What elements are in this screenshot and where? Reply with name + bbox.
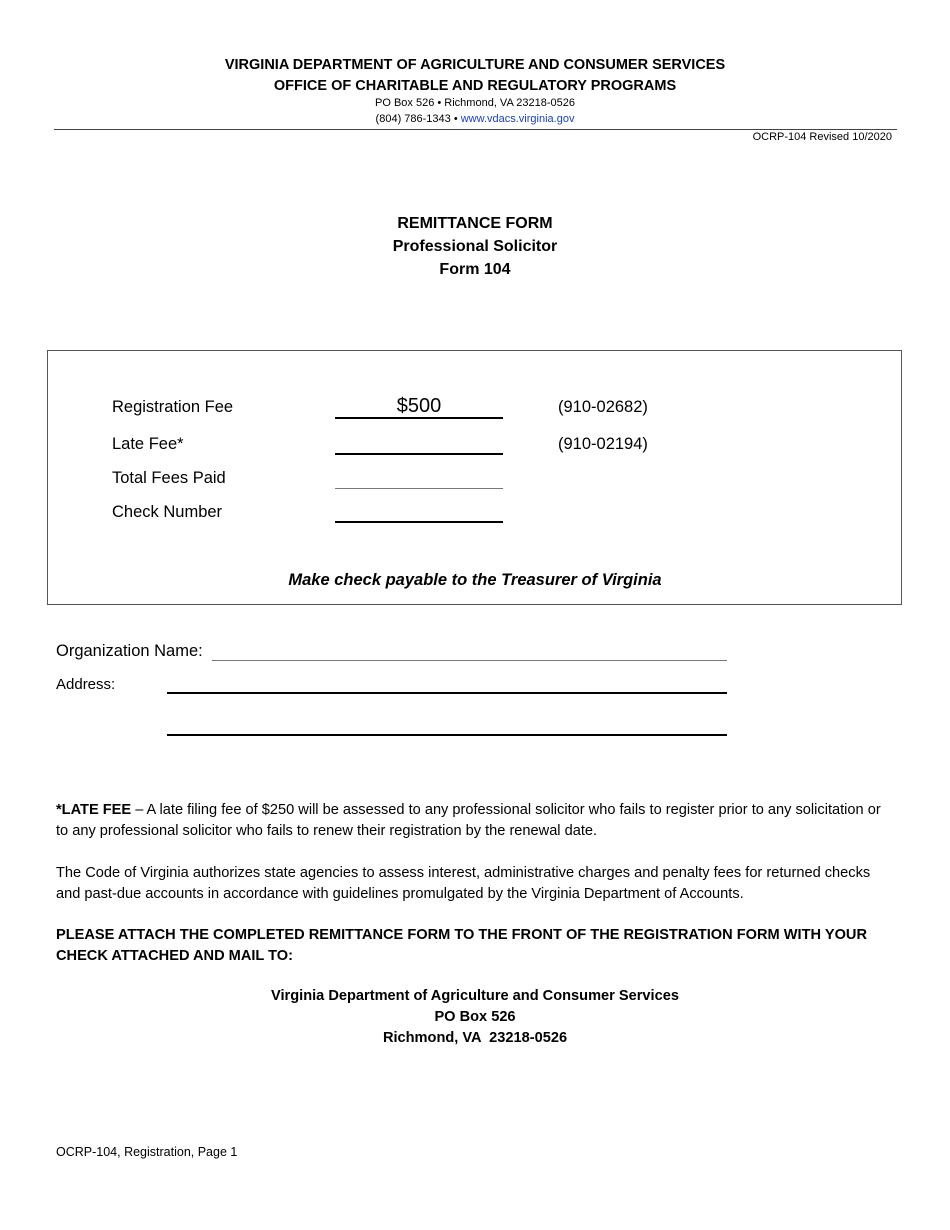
organization-name-label: Organization Name: <box>56 642 203 660</box>
form-subtitle: Professional Solicitor <box>392 238 558 255</box>
code-of-virginia-note: The Code of Virginia authorizes state agencies to assess interest, administrative charges and penalty fees for returned checks and past-due accounts in accordance with guidelines promulgated by the Virginia Department of Accounts. <box>56 865 871 902</box>
agency-phone: (804) 786-1343 • <box>375 113 461 125</box>
registration-fee-value: $500 <box>396 395 442 417</box>
late-fee-field[interactable] <box>335 453 503 455</box>
mailing-agency: Virginia Department of Agriculture and Consumer Services <box>271 988 679 1004</box>
registration-fee-label: Registration Fee <box>112 398 234 416</box>
late-fee-heading: *LATE FEE <box>56 802 132 818</box>
revision-label: OCRP-104 Revised 10/2020 <box>752 131 892 143</box>
address-field-line1[interactable] <box>167 692 727 694</box>
check-number-label: Check Number <box>112 503 223 521</box>
organization-name-field[interactable] <box>212 660 727 661</box>
total-fees-label: Total Fees Paid <box>112 469 226 487</box>
mailing-po-box: PO Box 526 <box>434 1009 516 1025</box>
page-footer: OCRP-104, Registration, Page 1 <box>56 1145 238 1159</box>
late-fee-text: – A late filing fee of $250 will be assessed to any professional solicitor who fails to register prior to any solicitation or to any professional solicitor who fails to renew their registration by the renewal date. <box>56 802 881 839</box>
check-number-field[interactable] <box>335 521 503 523</box>
mailing-city: Richmond, VA 23218-0526 <box>382 1030 568 1046</box>
address-label: Address: <box>56 676 116 693</box>
late-fee-label: Late Fee* <box>112 435 184 453</box>
agency-name: VIRGINIA DEPARTMENT OF AGRICULTURE AND CONSUMER SERVICES <box>224 57 726 73</box>
registration-fee-code: (910-02682) <box>558 398 648 416</box>
agency-contact <box>0 113 950 125</box>
address-field-line2[interactable] <box>167 734 727 736</box>
header-divider <box>54 129 897 130</box>
total-fees-field[interactable] <box>335 488 503 489</box>
agency-address: PO Box 526 • Richmond, VA 23218-0526 <box>375 97 575 109</box>
payable-note: Make check payable to the Treasurer of Virginia <box>288 571 662 589</box>
late-fee-note <box>56 800 896 842</box>
form-number: Form 104 <box>439 261 511 278</box>
agency-website-link[interactable]: www.vdacs.virginia.gov <box>460 113 575 125</box>
form-title: REMITTANCE FORM <box>397 215 553 232</box>
late-fee-code: (910-02194) <box>558 435 648 453</box>
office-name: OFFICE OF CHARITABLE AND REGULATORY PROGRAMS <box>273 78 677 94</box>
attach-instructions: PLEASE ATTACH THE COMPLETED REMITTANCE FORM TO THE FRONT OF THE REGISTRATION FORM WITH YOUR CHECK ATTACHED AND MAIL TO: <box>56 927 868 964</box>
registration-fee-line <box>335 417 503 419</box>
